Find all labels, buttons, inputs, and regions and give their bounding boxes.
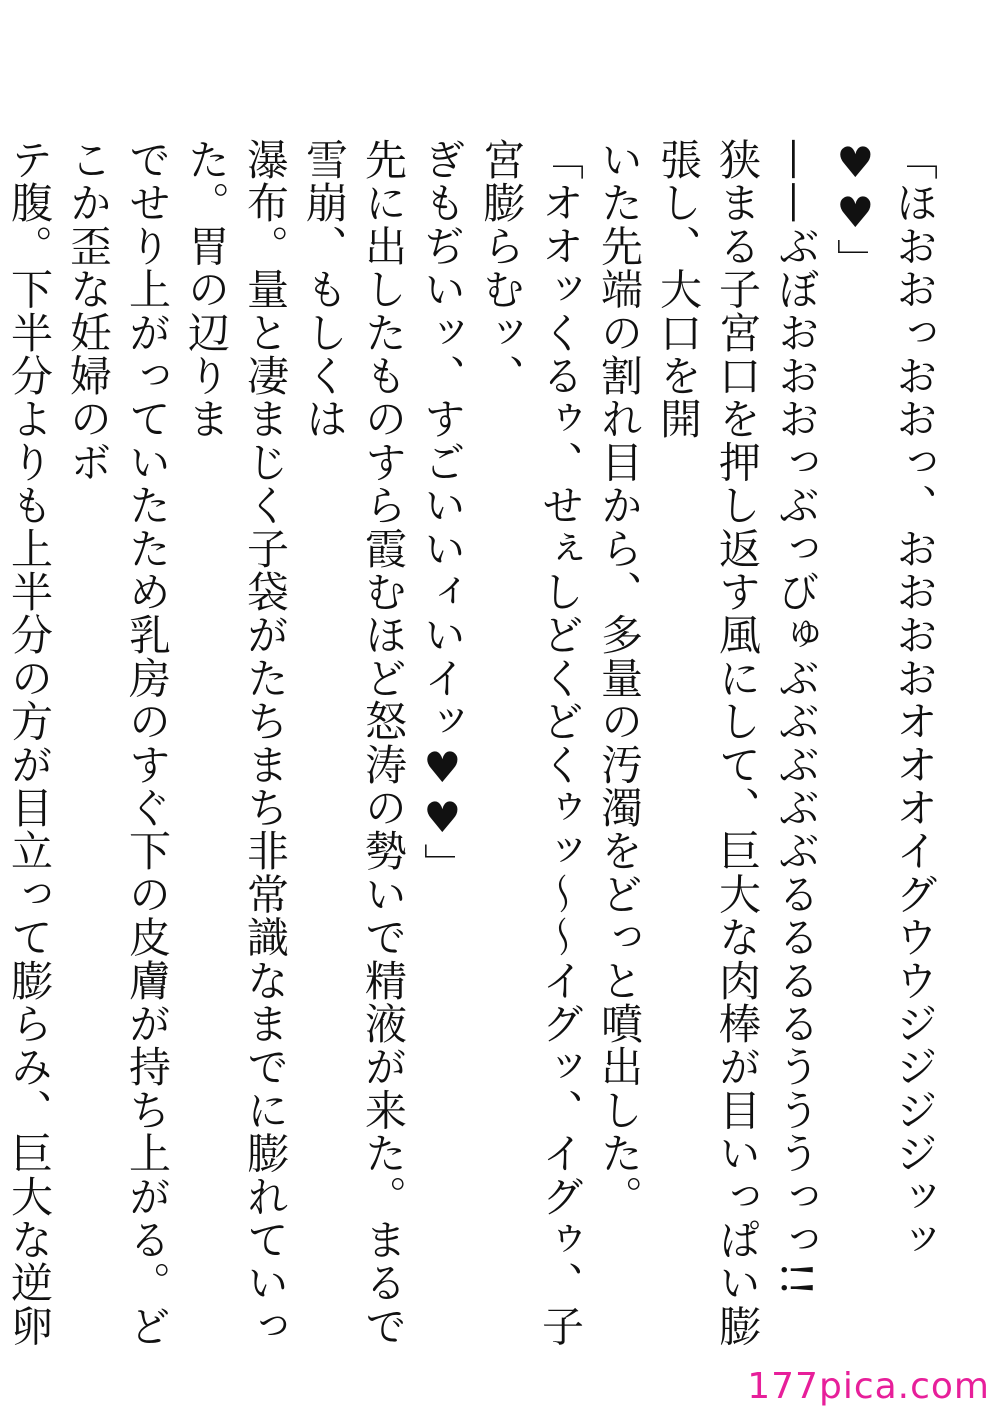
text-line: いた先端の割れ目から、多量の汚濁をどっと噴出した。 [595, 138, 644, 1218]
text-line: 「ほおおっおおっ、おおおおオオオイグウウジジジジッッ♥♥」 [831, 138, 939, 1262]
text-line: 狭まる子宮口を押し返す風にして、巨大な肉棒が目いっぱい膨張し、大口を開 [654, 138, 762, 1348]
text-line: 「オオッくるゥ、せぇしどくどくゥッ～～イグッ、イグゥ、子宮膨らむッ、 [477, 138, 585, 1348]
text-line: テ腹。下半分よりも上半分の方が目立って膨らみ、巨大な逆卵 [5, 138, 54, 1348]
text-line: 先に出したものすら霞むほど怒涛の勢いで精液が来た。まるで雪崩、もしくは [300, 138, 408, 1348]
text-line: ——ぶぼおおおっぶっびゅぶぶぶぶぶるるるるうううっっ!! [772, 138, 821, 1298]
text-line: でせり上がっていたため乳房のすぐ下の皮膚が持ち上がる。どこか歪な妊婦のボ [64, 138, 172, 1348]
vertical-text-body [5, 138, 944, 1358]
text-line: 瀑布。量と凄まじく子袋がたちまち非常識なまでに膨れていった。胃の辺りま [182, 138, 290, 1348]
text-line: ぎもぢいッ、すごいいィいイッ♥♥」 [418, 138, 467, 887]
watermark: 177pica.com [747, 1366, 990, 1407]
